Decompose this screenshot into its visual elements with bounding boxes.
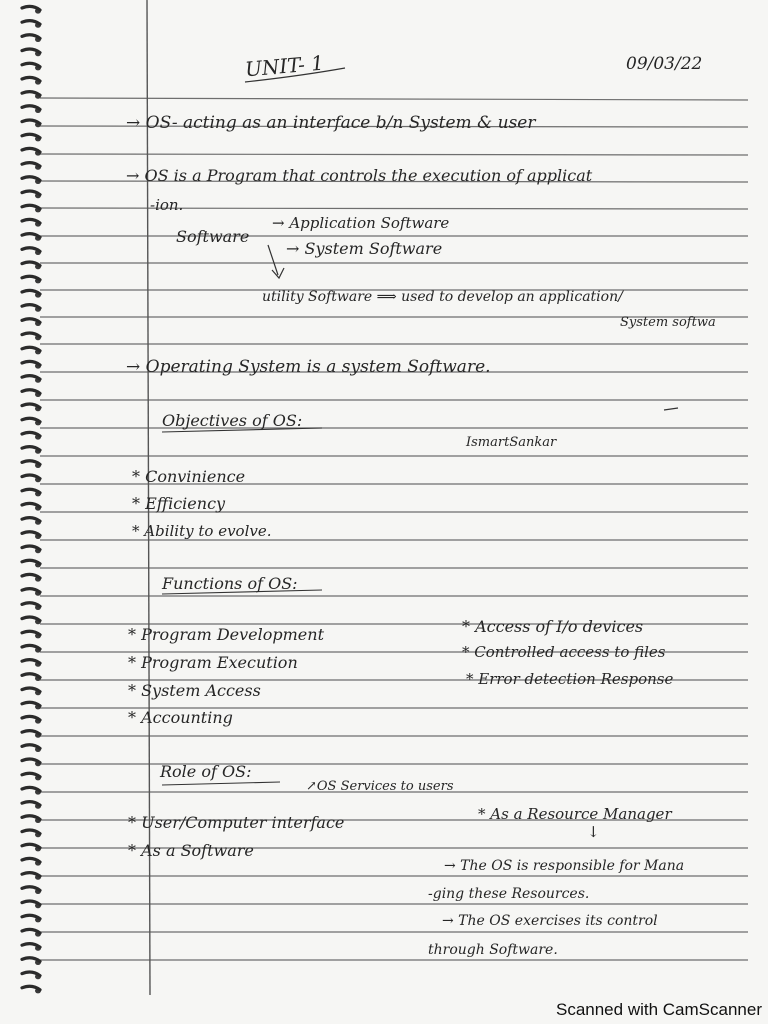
page-date: 09/03/22 [626, 54, 703, 74]
application-software: → Application Software [272, 214, 450, 232]
objective-efficiency: * Efficiency [132, 494, 226, 513]
role-responsible-line-cont: -ging these Resources. [428, 886, 590, 902]
software-label: Software [176, 227, 250, 246]
function-accounting: * Accounting [128, 708, 233, 727]
objectives-heading: Objectives of OS: [162, 411, 303, 430]
os-services-note: ↗OS Services to users [306, 779, 454, 794]
objective-convenience: * Convinience [132, 467, 246, 486]
author-name: IsmartSankar [466, 435, 557, 450]
role-control-line-cont: through Software. [428, 942, 558, 958]
functions-heading: Functions of OS: [162, 574, 298, 593]
role-control-line: → The OS exercises its control [442, 913, 658, 929]
objective-evolve: * Ability to evolve. [132, 522, 272, 540]
resource-manager-arrow: ↓ [587, 823, 600, 841]
system-software: → System Software [286, 239, 443, 258]
role-responsible-line: → The OS is responsible for Mana [444, 858, 685, 874]
line-os-interface: → OS- acting as an interface b/n System & user [126, 113, 536, 133]
function-controlled-access: * Controlled access to files [462, 643, 666, 661]
spiral-binding [0, 0, 60, 1000]
utility-software-cont: System softwa [620, 315, 716, 330]
line-os-program: → OS is a Program that controls the execution of applicat [126, 166, 593, 185]
function-program-execution: * Program Execution [128, 653, 298, 672]
role-software: * As a Software [128, 841, 254, 860]
function-system-access: * System Access [128, 681, 261, 700]
utility-software: utility Software ⟹ used to develop an application/ [262, 289, 623, 305]
line-os-system-software: → Operating System is a system Software. [126, 357, 491, 377]
function-program-development: * Program Development [128, 625, 324, 644]
unit-title: UNIT- 1 [244, 50, 325, 82]
role-user-interface: * User/Computer interface [128, 813, 345, 832]
line-os-program-cont: -ion. [150, 196, 184, 214]
function-access-io: * Access of I/o devices [462, 617, 644, 636]
role-heading: Role of OS: [160, 762, 252, 781]
function-error-detection: * Error detection Response [466, 670, 674, 688]
scanner-watermark: Scanned with CamScanner [555, 1000, 762, 1019]
role-resource-manager: * As a Resource Manager [478, 805, 672, 823]
